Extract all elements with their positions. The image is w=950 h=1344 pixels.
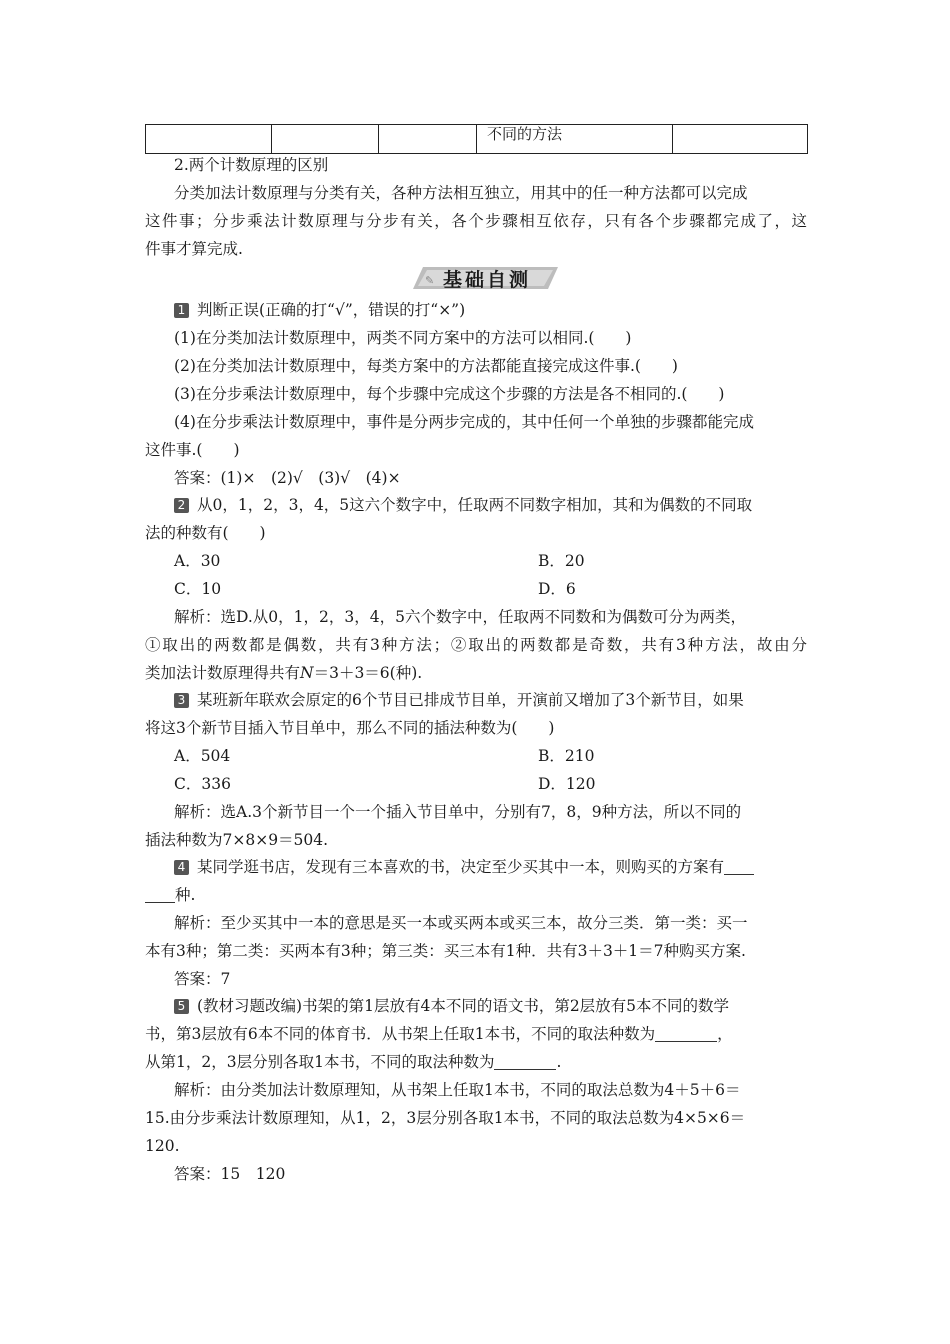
statement-1: (1)在分类加法计数原理中，两类不同方案中的方法可以相同.( ) [174,329,632,347]
table-row [146,125,808,154]
question-stem-cont: 法的种数有( ) [145,524,266,542]
question-number-badge: 1 [174,303,189,318]
statement-2: (2)在分类加法计数原理中，每类方案中的方法都能直接完成这件事.( ) [174,357,678,375]
question-stem: ， [717,1025,733,1043]
question-stem: 书，第3层放有6本不同的体育书．从书架上任取1本书，不同的取法种数为 [145,1025,656,1043]
option-a: A．30 [174,552,221,570]
paragraph-line: 这件事；分步乘法计数原理与分步有关，各个步骤相互依存，只有各个步骤都完成了，这 [145,212,807,230]
section-banner [413,264,558,290]
option-c: C．336 [174,775,231,793]
statement-4: (4)在分步乘法计数原理中，事件是分两步完成的，其中任何一个单独的步骤都能完成 [174,413,754,431]
question-stem: (教材习题改编)书架的第1层放有4本不同的语文书，第2层放有5本不同的数学 [197,997,730,1015]
solution-line: 解析：由分类加法计数原理知，从书架上任取1本书，不同的取法总数为4＋5＋6＝ [174,1081,741,1099]
option-b: B．210 [538,747,595,765]
question-1 [174,300,465,320]
solution-text: 类加法计数原理得共有 [145,664,301,682]
statement-3: (3)在分步乘法计数原理中，每个步骤中完成这个步骤的方法是各不相同的.( ) [174,385,725,403]
svg-text:✎: ✎ [425,274,435,287]
solution-line: 解析：选D.从0，1，2，3，4，5六个数字中，任取两不同数和为偶数可分为两类， [174,608,746,626]
question-stem-cont: 将这3个新节目插入节目单中，那么不同的插法种数为( ) [145,719,555,737]
table-cell [146,125,272,154]
question-number-badge: 4 [174,860,189,875]
question-5 [174,996,729,1016]
answer-line: 答案：(1)× (2)√ (3)√ (4)× [174,469,401,487]
question-2 [174,495,752,515]
answer-line: 答案：7 [174,970,231,988]
solution-line: 120. [145,1137,180,1155]
question-number-badge: 2 [174,498,189,513]
table-cell: 不同的方法 [477,125,673,154]
question-stem-cont [145,1024,733,1044]
question-number-badge: 3 [174,693,189,708]
question-stem: 判断正误(正确的打“√”，错误的打“×”) [197,301,466,319]
solution-line: 15.由分步乘法计数原理知，从1，2，3层分别各取1本书，不同的取法总数为4×5×6＝ [145,1109,746,1127]
option-b: B．20 [538,552,585,570]
answer-blank [494,1055,556,1070]
paragraph-line: 件事才算完成. [145,240,243,258]
question-stem: . [556,1053,562,1071]
section-heading: 2.两个计数原理的区别 [174,156,329,174]
solution-line: 解析：至少买其中一本的意思是买一本或买两本或买三本，故分三类．第一类：买一 [174,914,748,932]
table-cell [379,125,477,154]
question-stem: 从第1，2，3层分别各取1本书，不同的取法种数为 [145,1053,495,1071]
question-stem: 某同学逛书店，发现有三本喜欢的书，决定至少买其中一本，则购买的方案有 [197,858,725,876]
statement-4-cont: 这件事.( ) [145,441,240,459]
variable-n: N [300,664,314,682]
method-table [145,124,808,154]
option-d: D．6 [538,580,576,598]
question-stem: 从0，1，2，3，4，5这六个数字中，任取两不同数字相加，其和为偶数的不同取 [197,496,753,514]
answer-blank [145,888,175,903]
option-c: C．10 [174,580,222,598]
question-stem-cont [145,1052,561,1072]
solution-line: ①取出的两数都是偶数，共有3种方法；②取出的两数都是奇数，共有3种方法，故由分 [145,636,807,654]
solution-line: 解析：选A.3个新节目一个一个插入节目单中，分别有7，8，9种方法，所以不同的 [174,803,742,821]
solution-line: 本有3种；第二类：买两本有3种；第三类：买三本有1种．共有3＋3＋1＝7种购买方案. [145,942,746,960]
solution-text: ＝3＋3＝6(种). [313,664,423,682]
table-cell [673,125,808,154]
question-stem: 种. [175,886,196,904]
answer-blank [724,860,754,875]
question-number-badge: 5 [174,999,189,1014]
paragraph-line: 分类加法计数原理与分类有关，各种方法相互独立，用其中的任一种方法都可以完成 [174,184,748,202]
table-cell [272,125,379,154]
option-a: A．504 [174,747,231,765]
question-stem: 某班新年联欢会原定的6个节目已排成节目单，开演前又增加了3个新节目，如果 [197,691,744,709]
answer-line: 答案：15 120 [174,1165,286,1183]
question-3 [174,690,744,710]
option-d: D．120 [538,775,596,793]
question-4 [174,857,754,877]
question-stem-cont [145,885,195,905]
solution-line [145,663,422,683]
answer-blank [655,1027,717,1042]
solution-line: 插法种数为7×8×9＝504. [145,831,329,849]
banner-title: 基础自测 [443,269,532,291]
